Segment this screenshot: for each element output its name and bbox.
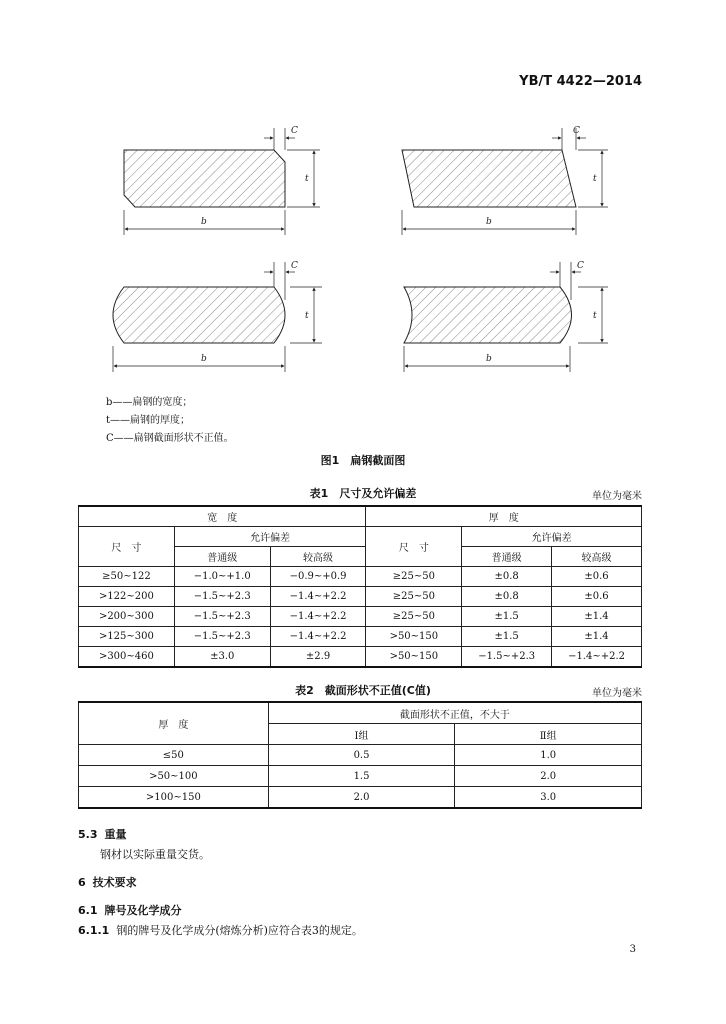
section-6-1-1 (78, 922, 363, 938)
table-cell: −1.4~+2.2 (270, 587, 366, 607)
section-body: 钢的牌号及化学成分(熔炼分析)应符合表3的规定。 (116, 924, 363, 937)
section-number: 6.1 (78, 904, 98, 917)
table-row (79, 627, 642, 647)
label-C-2: C (573, 126, 580, 136)
section-number: 6.1.1 (78, 924, 110, 937)
section-3-convex (113, 287, 285, 343)
t1-width-header: 宽 度 (79, 506, 366, 527)
table-row (79, 647, 642, 668)
table-cell: >125~300 (79, 627, 175, 647)
section-5-3-body: 钢材以实际重量交货。 (100, 848, 210, 861)
table-cell: −1.4~+2.2 (552, 647, 642, 668)
t1-high-label: 较高级 (552, 547, 642, 567)
table-cell: −0.9~+0.9 (270, 567, 366, 587)
table-row (79, 787, 642, 809)
legend-t: t——扁钢的厚度； (106, 415, 191, 426)
section-1-chamfered (124, 150, 285, 207)
table-cell: ±0.6 (552, 567, 642, 587)
table-cell: ±1.5 (462, 627, 552, 647)
table-cell: ±2.9 (270, 647, 366, 668)
table-cell: >50~150 (366, 647, 462, 668)
table-cell: 3.0 (455, 787, 642, 809)
label-C-3: C (291, 261, 298, 271)
t1-tolerance-label: 允许偏差 (462, 527, 642, 547)
standard-code: YB/T 4422—2014 (519, 74, 642, 89)
table-cell: ±0.6 (552, 587, 642, 607)
t1-size-label: 尺 寸 (366, 527, 462, 567)
section-4-concave (404, 287, 572, 343)
table-cell: >122~200 (79, 587, 175, 607)
label-t-3: t (305, 311, 309, 321)
table-cell: 1.0 (455, 745, 642, 766)
t2-c-header: 截面形状不正值，不大于 (268, 702, 641, 724)
t2-thickness-header: 厚 度 (79, 702, 269, 745)
table-cell: ≥25~50 (366, 567, 462, 587)
table-row (79, 607, 642, 627)
label-b-3: b (201, 354, 207, 364)
t1-normal-label: 普通级 (174, 547, 270, 567)
section-5-3-heading (78, 826, 127, 842)
table1-unit: 单位为毫米 (592, 491, 642, 502)
table-cell: 2.0 (455, 766, 642, 787)
table-cell: −1.4~+2.2 (270, 627, 366, 647)
table-cell: ±0.8 (462, 587, 552, 607)
label-b-2: b (486, 217, 492, 227)
section-title: 技术要求 (92, 876, 137, 889)
page-number: 3 (629, 944, 636, 955)
table-row (79, 567, 642, 587)
section-title: 重量 (104, 828, 127, 841)
section-2-skewed (402, 150, 576, 207)
table-cell: >50~150 (366, 627, 462, 647)
table-cell: ±3.0 (174, 647, 270, 668)
table1-caption: 表1 尺寸及允许偏差 (309, 487, 417, 500)
table2 (78, 701, 642, 809)
t1-normal-label: 普通级 (462, 547, 552, 567)
table-cell: >50~100 (79, 766, 269, 787)
label-t-2: t (593, 174, 597, 184)
label-t-4: t (593, 311, 597, 321)
figure-legend (106, 394, 234, 448)
table-row (79, 587, 642, 607)
section-6-heading (78, 874, 137, 890)
table-cell: ≤50 (79, 745, 269, 766)
table-cell: −1.5~+2.3 (462, 647, 552, 668)
table-cell: 0.5 (268, 745, 455, 766)
table-cell: >300~460 (79, 647, 175, 668)
t1-size-label: 尺 寸 (79, 527, 175, 567)
label-b-4: b (486, 354, 492, 364)
table-cell: ≥50~122 (79, 567, 175, 587)
table-cell: ≥25~50 (366, 587, 462, 607)
table-cell: −1.4~+2.2 (270, 607, 366, 627)
t1-thickness-header: 厚 度 (366, 506, 642, 527)
section-6-1-heading (78, 902, 182, 918)
t2-group1: Ⅰ组 (268, 724, 455, 745)
table-cell: >100~150 (79, 787, 269, 809)
table-cell: ±0.8 (462, 567, 552, 587)
section-title: 牌号及化学成分 (104, 904, 182, 917)
table2-unit: 单位为毫米 (592, 688, 642, 699)
figure-caption: 图1 扁钢截面图 (320, 454, 406, 467)
label-t-1: t (305, 174, 309, 184)
table-cell: −1.5~+2.3 (174, 607, 270, 627)
table-cell: ±1.4 (552, 607, 642, 627)
table-cell: >200~300 (79, 607, 175, 627)
table-cell: ±1.5 (462, 607, 552, 627)
table-cell: 1.5 (268, 766, 455, 787)
section-number: 6 (78, 876, 86, 889)
label-b-1: b (201, 217, 207, 227)
label-C-1: C (291, 126, 298, 136)
table1 (78, 505, 642, 668)
legend-b: b——扁钢的宽度； (106, 397, 193, 408)
cross-section-figure (0, 0, 726, 390)
table-cell: ≥25~50 (366, 607, 462, 627)
table-cell: −1.0~+1.0 (174, 567, 270, 587)
t1-high-label: 较高级 (270, 547, 366, 567)
legend-C: C——扁钢截面形状不正值。 (106, 433, 234, 444)
table-cell: −1.5~+2.3 (174, 627, 270, 647)
t1-tolerance-label: 允许偏差 (174, 527, 366, 547)
table-row (79, 766, 642, 787)
table-cell: ±1.4 (552, 627, 642, 647)
t2-group2: Ⅱ组 (455, 724, 642, 745)
table-cell: 2.0 (268, 787, 455, 809)
table-cell: −1.5~+2.3 (174, 587, 270, 607)
table-row (79, 745, 642, 766)
section-number: 5.3 (78, 828, 98, 841)
table2-caption: 表2 截面形状不正值(C值) (295, 684, 431, 697)
label-C-4: C (577, 261, 584, 271)
